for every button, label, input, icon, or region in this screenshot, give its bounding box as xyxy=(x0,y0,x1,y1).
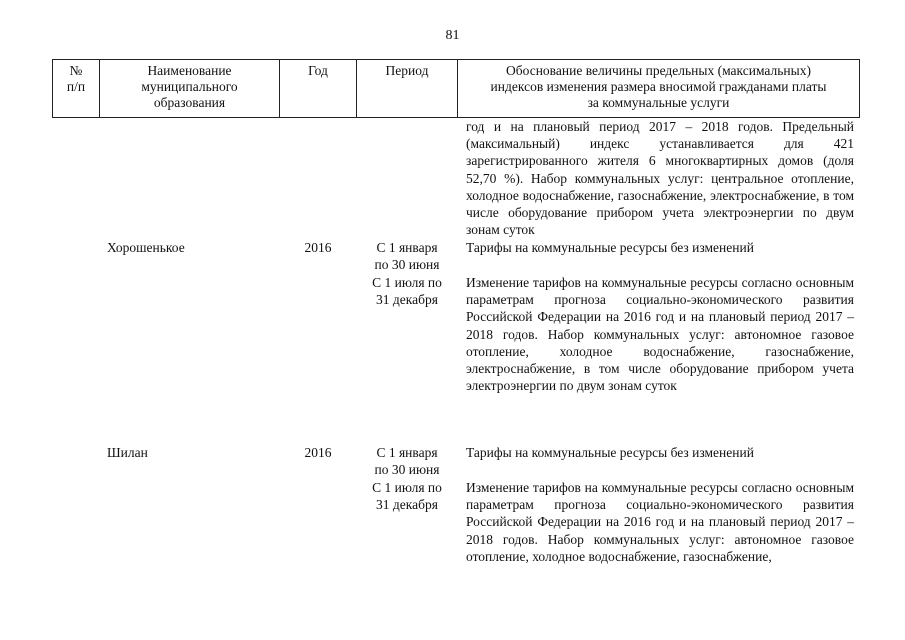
row-year: 2016 xyxy=(304,240,332,255)
header-year: Год xyxy=(308,63,328,78)
row-justification-first-half: Тарифы на коммунальные ресурсы без изменений xyxy=(466,445,754,460)
header-period: Период xyxy=(385,63,429,78)
row-period-second-half: С 1 июля по 31 декабря xyxy=(372,480,442,513)
page-number: 81 xyxy=(445,28,460,43)
header-number: № п/п xyxy=(66,63,86,94)
row-year: 2016 xyxy=(304,445,332,460)
row-justification-second-half: Изменение тарифов на коммунальные ресурсы согласно основным параметрам прогноза социально-экономического развития Российской Федерации на 2016 год и на плановый период 2017 – 2018 годов. Набор коммунальных услуг: автономное газовое отопление, холодное водоснабжение, газоснабжение, электроснабжение, в том числе оборудование прибором учета электроэнергии по двум зонам суток xyxy=(466,275,854,394)
table-top-border xyxy=(52,59,860,60)
row-municipality-name: Хорошенькое xyxy=(107,240,185,255)
row-justification-second-half: Изменение тарифов на коммунальные ресурсы согласно основным параметрам прогноза социально-экономического развития Российской Федерации на 2016 год и на плановый период 2017 – 2018 годов. Набор коммунальных услуг: автономное газовое отопление, холодное водоснабжение, газоснабжение, xyxy=(466,480,854,564)
row-period-first-half: С 1 января по 30 июня xyxy=(374,240,440,273)
header-municipality: Наименование муниципального образования xyxy=(141,63,238,110)
row-period-second-half: С 1 июля по 31 декабря xyxy=(372,275,442,308)
header-justification: Обоснование величины предельных (максимальных) индексов изменения размера вносимой гражданами платы за коммунальные услуги xyxy=(490,63,827,110)
row-period-first-half: С 1 января по 30 июня xyxy=(374,445,440,478)
row-justification-first-half: Тарифы на коммунальные ресурсы без изменений xyxy=(466,240,754,255)
table-right-border xyxy=(859,59,860,118)
continuation-text: год и на плановый период 2017 – 2018 годов. Предельный (максимальный) индекс устанавливается для 421 зарегистрированного жителя 6 многоквартирных домов (доля 52,70 %). Набор коммунальных услуг: центральное отопление, холодное водоснабжение, газоснабжение, электроснабжение, в том числе оборудование прибором учета электроэнергии по двум зонам суток xyxy=(466,119,854,238)
row-municipality-name: Шилан xyxy=(107,445,148,460)
